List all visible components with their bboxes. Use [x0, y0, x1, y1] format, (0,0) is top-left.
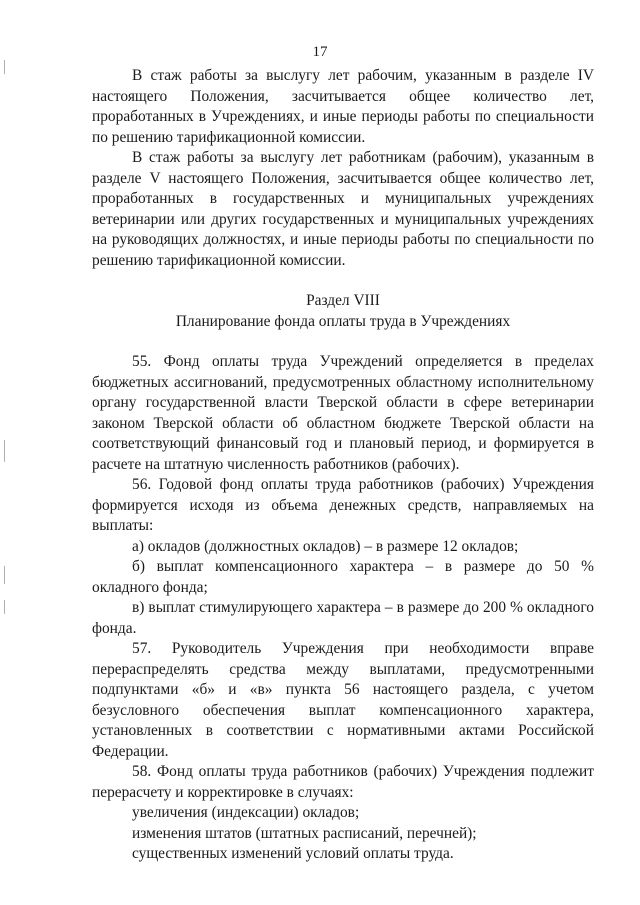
list-item-58-3: существенных изменений условий оплаты труда.	[132, 845, 454, 862]
paragraph-seniority-employees: В стаж работы за выслугу лет работникам (рабочим), указанным в разделе V настоящего Положения, засчитывается общее количество лет, проработанных в государственных и муниципальных учреждениях ветеринарии или других государственных и муниципальных учреждениях на руководящих должностях, и иные периоды работы по специальности по решению тарификационной комиссии.	[92, 149, 594, 269]
list-item-56-c: в) выплат стимулирующего характера – в размере до 200 % окладного фонда.	[92, 599, 594, 637]
section-label: Раздел VIII	[306, 292, 380, 309]
paragraph-57: 57. Руководитель Учреждения при необходимости вправе перераспределять средства между выплатами, предусмотренными подпунктами «б» и «в» пункта 56 настоящего раздела, с учетом безусловного обеспечения выплат компенсационного характера, установленных в соответствии с нормативными актами Российской Федерации.	[92, 640, 594, 760]
scan-edge-mark	[4, 566, 5, 584]
paragraph-seniority-workers: В стаж работы за выслугу лет рабочим, указанным в разделе IV настоящего Положения, засчитывается общее количество лет, проработанных в Учреждениях, и иные периоды работы по специальности по решению тарификационной комиссии.	[92, 67, 594, 146]
scan-edge-mark	[4, 60, 5, 74]
scan-edge-mark	[4, 600, 5, 614]
scan-edge-mark	[4, 440, 5, 462]
section-heading	[92, 291, 594, 332]
list-item-58-2: изменения штатов (штатных расписаний, перечней);	[132, 824, 477, 842]
document-body	[92, 66, 594, 865]
list-item-58-1: увеличения (индексации) окладов;	[132, 804, 360, 821]
section-title: Планирование фонда оплаты труда в Учреждениях	[175, 312, 511, 330]
paragraph-56: 56. Годовой фонд оплаты труда работников (рабочих) Учреждения формируется исходя из объема денежных средств, направляемых на выплаты:	[92, 476, 594, 534]
paragraph-58: 58. Фонд оплаты труда работников (рабочих) Учреждения подлежит перерасчету и корректировке в случаях:	[92, 763, 594, 801]
list-item-56-a: а) окладов (должностных окладов) – в размере 12 окладов;	[132, 537, 519, 555]
list-item-56-b: б) выплат компенсационного характера – в размере до 50 % окладного фонда;	[92, 558, 594, 596]
page-number: 17	[312, 44, 328, 60]
paragraph-55: 55. Фонд оплаты труда Учреждений определяется в пределах бюджетных ассигнований, предусмотренных областному исполнительному органу государственной власти Тверской области в сфере ветеринарии законом Тверской области об областном бюджете Тверской области на соответствующий финансовый год и плановый период, и формируется в расчете на штатную численность работников (рабочих).	[92, 353, 594, 473]
